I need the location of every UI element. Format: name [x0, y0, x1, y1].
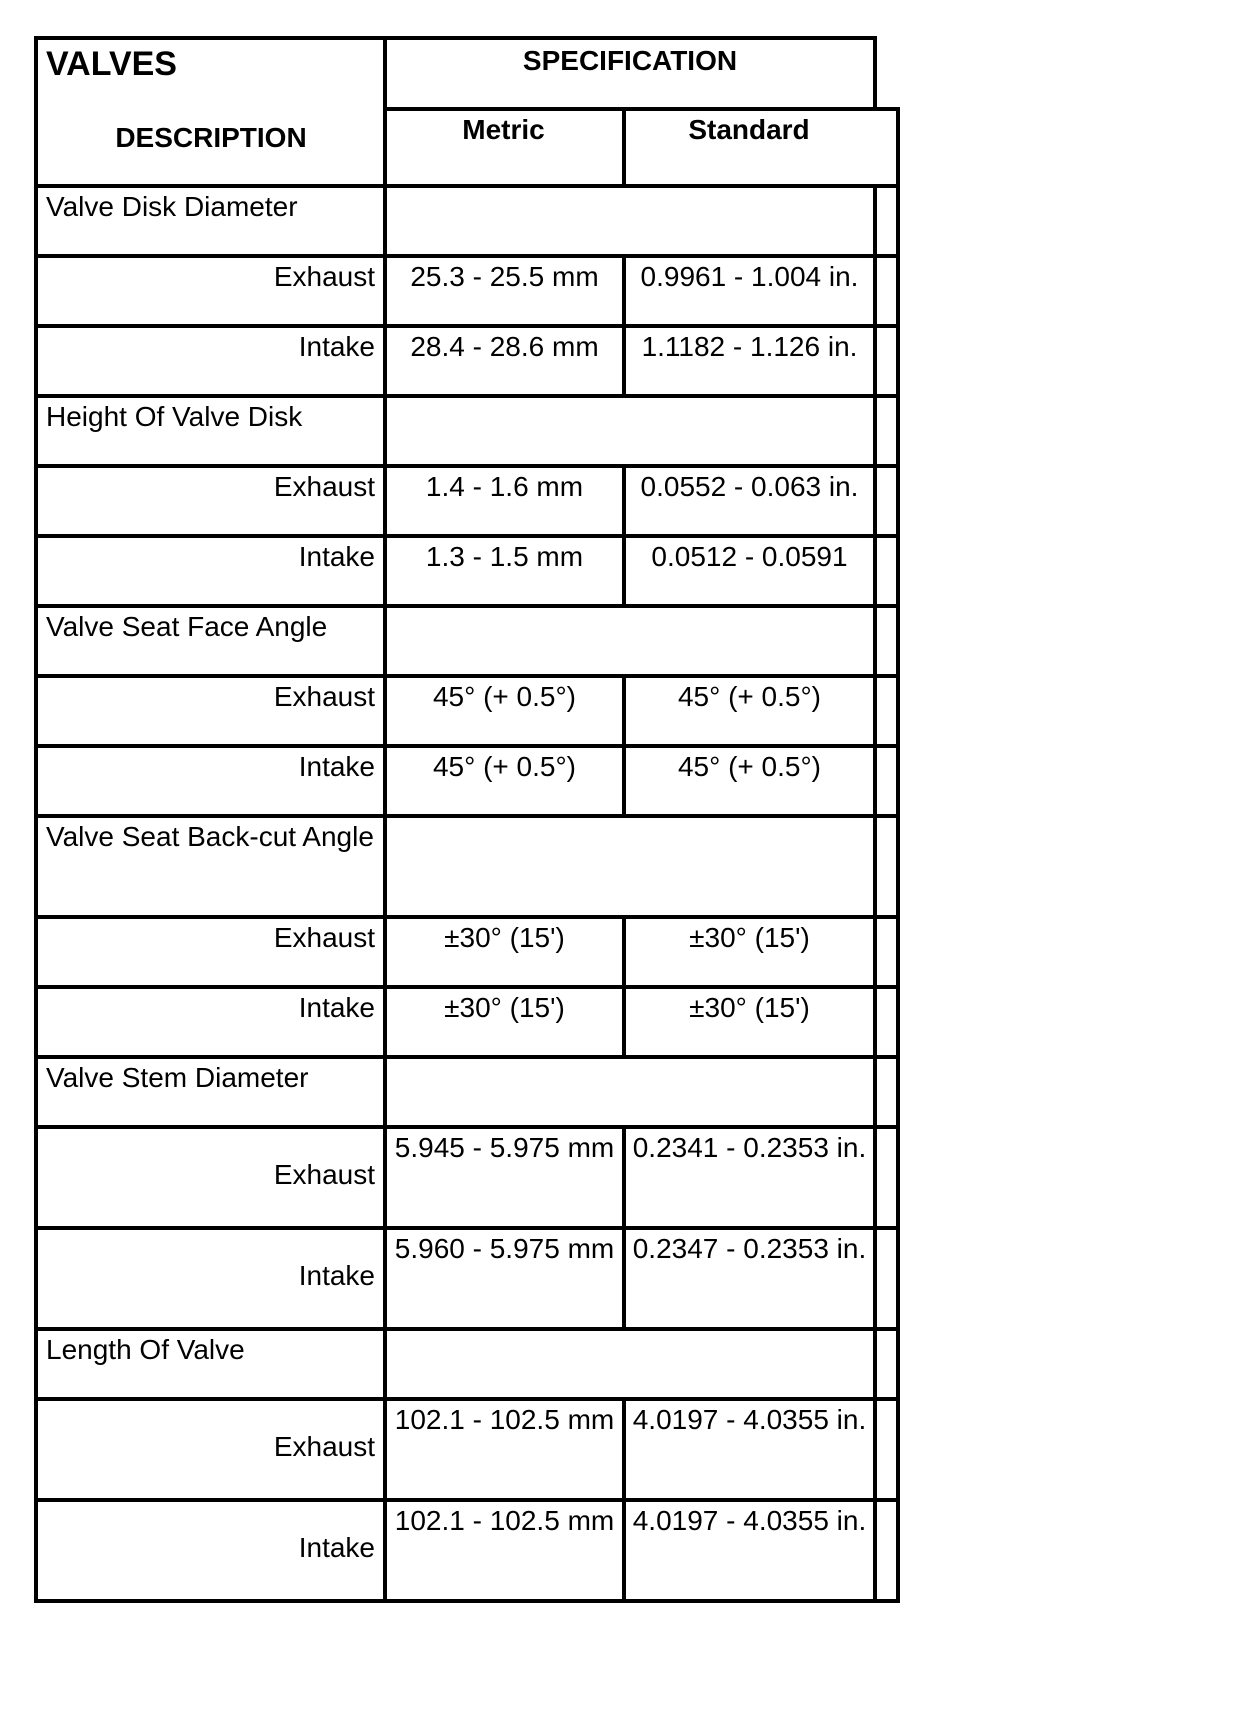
standard-value: 4.0197 - 4.0355 in. — [632, 1505, 867, 1536]
metric-value: ±30° (15') — [444, 992, 565, 1023]
item-label: Intake — [298, 751, 375, 782]
item-label: Exhaust — [273, 1159, 375, 1190]
metric-value: 1.4 - 1.6 mm — [425, 471, 584, 502]
item-label: Exhaust — [273, 922, 375, 953]
group-label: Valve Seat Face Angle — [46, 611, 328, 642]
section-title: VALVES — [46, 45, 177, 83]
standard-value: 0.9961 - 1.004 in. — [640, 261, 859, 292]
metric-value: 45° (+ 0.5°) — [432, 681, 577, 712]
standard-value: 0.2347 - 0.2353 in. — [632, 1233, 867, 1264]
metric-value: 28.4 - 28.6 mm — [410, 331, 599, 362]
standard-value: ±30° (15') — [689, 992, 810, 1023]
standard-value: 0.2341 - 0.2353 in. — [632, 1132, 867, 1163]
standard-value: 45° (+ 0.5°) — [677, 681, 822, 712]
standard-header: Standard — [688, 114, 810, 145]
metric-header: Metric — [462, 114, 545, 145]
item-label: Intake — [298, 541, 375, 572]
item-label: Exhaust — [273, 471, 375, 502]
item-label: Intake — [298, 1532, 375, 1563]
standard-value: 4.0197 - 4.0355 in. — [632, 1404, 867, 1435]
metric-value: 102.1 - 102.5 mm — [394, 1404, 615, 1435]
standard-value: 0.0512 - 0.0591 — [651, 541, 848, 572]
standard-value: 0.0552 - 0.063 in. — [640, 471, 859, 502]
metric-value: ±30° (15') — [444, 922, 565, 953]
item-label: Exhaust — [273, 261, 375, 292]
description-header: DESCRIPTION — [115, 122, 307, 153]
group-label: Valve Disk Diameter — [46, 191, 298, 222]
standard-value: 1.1182 - 1.126 in. — [641, 331, 858, 362]
metric-value: 45° (+ 0.5°) — [432, 751, 577, 782]
item-label: Intake — [298, 331, 375, 362]
metric-value: 5.960 - 5.975 mm — [394, 1233, 615, 1264]
metric-value: 5.945 - 5.975 mm — [394, 1132, 615, 1163]
item-label: Exhaust — [273, 681, 375, 712]
item-label: Intake — [298, 992, 375, 1023]
group-label: Valve Stem Diameter — [46, 1062, 309, 1093]
metric-value: 25.3 - 25.5 mm — [410, 261, 599, 292]
group-label: Valve Seat Back-cut Angle — [46, 821, 374, 852]
group-label: Height Of Valve Disk — [46, 401, 303, 432]
group-label: Length Of Valve — [46, 1334, 245, 1365]
item-label: Exhaust — [273, 1431, 375, 1462]
standard-value: ±30° (15') — [689, 922, 810, 953]
metric-value: 1.3 - 1.5 mm — [425, 541, 584, 572]
specification-header: SPECIFICATION — [522, 45, 738, 76]
item-label: Intake — [298, 1260, 375, 1291]
standard-value: 45° (+ 0.5°) — [677, 751, 822, 782]
metric-value: 102.1 - 102.5 mm — [394, 1505, 615, 1536]
